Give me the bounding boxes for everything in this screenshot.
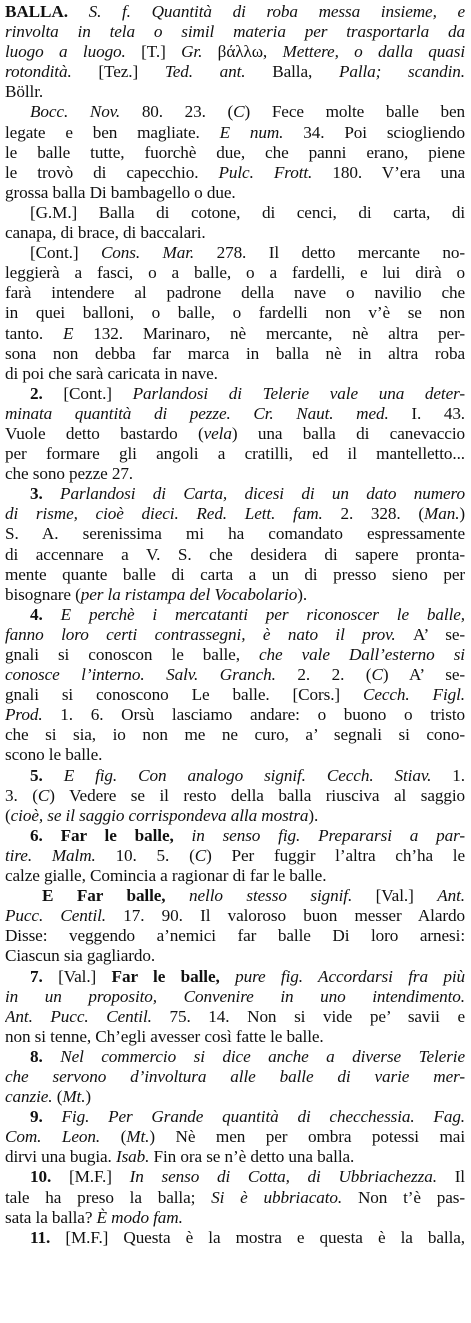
- entry-text: per formare gli angoli a cratilli, ed il mantelletto...: [5, 444, 465, 464]
- entry-line: [5, 1147, 465, 1167]
- entry-line: [5, 102, 465, 122]
- entry-italic-text: Prod.: [5, 705, 61, 725]
- entry-text: βάλλω,: [217, 42, 283, 62]
- entry-text: Il: [454, 1167, 465, 1187]
- entry-text: che si sia, io non me ne curo, a’ segnali si cono-: [5, 725, 465, 745]
- entry-italic-text: Si è ubbriacato.: [211, 1187, 358, 1207]
- entry-line: [5, 745, 465, 765]
- entry-line: [5, 524, 465, 544]
- entry-italic-text: per la ristampa del Vocabolario: [80, 584, 298, 604]
- entry-italic-text: Gr.: [181, 42, 218, 62]
- entry-italic-text: vela: [203, 423, 232, 443]
- entry-line: [5, 846, 465, 866]
- entry-text: Balla,: [272, 62, 339, 82]
- entry-italic-text: Bocc. Nov.: [30, 102, 142, 122]
- entry-text: 132. Marinaro, nè mercante, nè altra per-: [93, 323, 465, 343]
- entry-text: non si tenne, Ch’egli avesser così fatte le balle.: [5, 1026, 324, 1046]
- entry-text: che sono pezze 27.: [5, 464, 134, 484]
- entry-text: [T.]: [141, 42, 182, 62]
- entry-italic-text: C: [194, 845, 207, 865]
- entry-italic-text: Mettere, o dalla quasi: [282, 42, 465, 62]
- entry-text: grossa balla Di bambagello o due.: [5, 182, 236, 202]
- entry-text: 3. (: [5, 785, 38, 805]
- entry-text: 1.: [452, 765, 465, 785]
- entry-text: (: [120, 1127, 127, 1147]
- entry-italic-text: pure fig. Accordarsi fra più: [235, 966, 465, 986]
- entry-italic-text: di risme, cioè dieci. Red. Lett. fam.: [5, 504, 341, 524]
- entry-text: 2. 2. (: [297, 665, 372, 685]
- entry-text: 80. 23. (: [141, 102, 234, 122]
- entry-line: [5, 424, 465, 444]
- entry-italic-text: Cons. Mar.: [100, 243, 217, 263]
- entry-line: [5, 62, 465, 82]
- entry-heading-text: 2.: [30, 383, 64, 403]
- entry-text: di accennare a V. S. che desidera di sapere pronta-: [5, 544, 465, 564]
- entry-line: [5, 183, 465, 203]
- entry-text: ): [459, 504, 465, 524]
- entry-italic-text: fanno loro certi contrassegni, è nato il prov.: [5, 624, 414, 644]
- entry-italic-text: cioè, se il saggio corrispondeva alla mostra: [10, 805, 309, 825]
- entry-line: [5, 464, 465, 484]
- entry-line: [5, 1228, 465, 1248]
- entry-italic-text: nello stesso signif.: [189, 886, 376, 906]
- entry-italic-text: Com. Leon.: [5, 1127, 121, 1147]
- entry-text: farà intendere al padrone della nave o navilio che: [5, 283, 465, 303]
- entry-text: 10. 5. (: [115, 845, 195, 865]
- entry-italic-text: in senso fig. Prepararsi a par-: [191, 825, 465, 845]
- entry-text: A’ se-: [413, 624, 465, 644]
- entry-text: 75. 14. Non si vide pe’ savii e: [169, 1006, 465, 1026]
- entry-italic-text: Ant.: [437, 886, 465, 906]
- entry-italic-text: E fig. Con analogo signif. Cecch. Stiav.: [63, 765, 453, 785]
- entry-line: [5, 1107, 465, 1127]
- entry-text: sata la balla?: [5, 1207, 97, 1227]
- entry-italic-text: luogo a luogo.: [5, 42, 142, 62]
- entry-italic-text: È modo fam.: [96, 1207, 183, 1227]
- entry-italic-text: E perchè i mercatanti per riconoscer le balle,: [60, 604, 465, 624]
- entry-heading-text: Far le balle,: [111, 966, 236, 986]
- entry-text: leggierà a fasci, o a balle, o a fardelli, e lui dirà o: [5, 263, 465, 283]
- entry-text: 1. 6. Orsù lasciamo andare: o buono o tristo: [60, 705, 465, 725]
- entry-text: gnali si conoscono Le balle. [Cors.]: [5, 685, 363, 705]
- entry-heading-text: 4.: [30, 604, 61, 624]
- entry-text: le trovò di capecchio.: [5, 162, 219, 182]
- entry-line: [5, 545, 465, 565]
- entry-text: Disse: veggendo a’nemici far balle Di loro arnesi:: [5, 926, 465, 946]
- entry-text: Ciascun sia gagliardo.: [5, 946, 156, 966]
- entry-line: [5, 364, 465, 384]
- entry-italic-text: Palla; scandin.: [338, 62, 465, 82]
- entry-text: ).: [308, 805, 319, 825]
- entry-italic-text: Pulc. Frott.: [218, 162, 333, 182]
- entry-line: [5, 303, 465, 323]
- entry-italic-text: rinvolta in tela o simil materia per trasportarla da: [5, 22, 465, 42]
- entry-line: [5, 826, 465, 846]
- entry-line: [5, 806, 465, 826]
- entry-text: Böllr.: [5, 82, 44, 102]
- entry-line: [5, 1127, 465, 1147]
- entry-text: sona non debba far marca in balla nè in altra roba: [5, 343, 465, 363]
- entry-italic-text: conosce l’interno. Salv. Granch.: [5, 665, 298, 685]
- entry-text: [Cont.]: [63, 383, 133, 403]
- entry-text: ) Vedere se il resto della balla riusciva al saggio: [49, 785, 465, 805]
- entry-italic-text: C: [233, 102, 245, 122]
- entry-text: [M.F.] Questa è la mostra e questa è la balla,: [65, 1227, 465, 1247]
- entry-text: canapa, di brace, di baccalari.: [5, 223, 206, 243]
- entry-text: [G.M.] Balla di cotone, di cenci, di carta, di: [30, 202, 465, 222]
- entry-italic-text: E: [62, 323, 94, 343]
- entry-heading-text: 10.: [30, 1167, 69, 1187]
- entry-text: 17. 90. Il valoroso buon messer Alardo: [123, 906, 465, 926]
- entry-text: ) Fece molte balle ben: [244, 102, 465, 122]
- entry-line: [5, 22, 465, 42]
- entry-text: 278. Il detto mercante no-: [216, 243, 465, 263]
- entry-line: [5, 263, 465, 283]
- entry-text: bisognare (: [5, 584, 81, 604]
- entry-italic-text: Isab.: [115, 1147, 154, 1167]
- entry-line: [5, 645, 465, 665]
- entry-text: [Val.]: [375, 886, 438, 906]
- entry-italic-text: rotondità.: [5, 62, 99, 82]
- entry-heading-text: 8.: [30, 1046, 61, 1066]
- entry-italic-text: Man.: [423, 504, 460, 524]
- entry-line: [5, 163, 465, 183]
- entry-text: [Cont.]: [30, 243, 101, 263]
- entry-line: [5, 143, 465, 163]
- entry-text: (: [5, 805, 11, 825]
- entry-text: calze gialle, Comincia a ragionar di far le balle.: [5, 866, 327, 886]
- entry-text: ) una balla di canevaccio: [231, 423, 465, 443]
- entry-italic-text: minata quantità di pezze. Cr. Naut. med.: [5, 403, 412, 423]
- entry-line: [5, 42, 465, 62]
- entry-text: 180. V’era una: [332, 162, 465, 182]
- entry-text: ) Per fuggir l’altra ch’ha le: [206, 845, 465, 865]
- entry-line: [5, 926, 465, 946]
- entry-text: tale ha preso la balla;: [5, 1187, 212, 1207]
- entry-italic-text: tire. Malm.: [5, 845, 116, 865]
- entry-line: [5, 2, 465, 22]
- entry-text: I. 43.: [411, 403, 465, 423]
- entry-heading-text: 11.: [30, 1227, 66, 1247]
- entry-italic-text: Cecch. Figl.: [362, 685, 465, 705]
- entry-text: ).: [297, 584, 308, 604]
- entry-text: [M.F.]: [68, 1167, 130, 1187]
- entry-italic-text: che vale Dall’esterno si: [259, 645, 465, 664]
- entry-line: [5, 987, 465, 1007]
- entry-line: [5, 1027, 465, 1047]
- entry-line: [5, 946, 465, 966]
- entry-line: [5, 444, 465, 464]
- entry-line: [5, 1087, 465, 1107]
- entry-text: dirvi una bugia.: [5, 1147, 116, 1167]
- entry-line: [5, 404, 465, 424]
- entry-italic-text: Ant. Pucc. Centil.: [5, 1006, 170, 1026]
- entry-line: [5, 1208, 465, 1228]
- entry-line: [5, 1007, 465, 1027]
- entry-line: [5, 866, 465, 886]
- entry-italic-text: in un proposito, Convenire in uno intendimento.: [5, 986, 465, 1006]
- entry-text: ): [85, 1087, 92, 1107]
- entry-text: 34. Poi sciogliendo: [303, 122, 465, 142]
- entry-line: [5, 324, 465, 344]
- entry-italic-text: Nel commercio si dice anche a diverse Telerie: [60, 1046, 465, 1066]
- entry-text: in quei balloni, o balle, o fardelli non v’è se non: [5, 303, 465, 323]
- entry-line: [5, 886, 465, 906]
- entry-italic-text: C: [371, 665, 383, 685]
- entry-line: [5, 565, 465, 585]
- entry-text: tanto.: [5, 323, 63, 343]
- entry-text: [Val.]: [58, 966, 112, 986]
- entry-line: [5, 123, 465, 143]
- entry-heading-text: 7.: [30, 966, 59, 986]
- entry-line: [5, 705, 465, 725]
- entry-text: gnali si conoscon le balle,: [5, 645, 259, 664]
- entry-text: [Tez.]: [98, 62, 165, 82]
- entry-line: [5, 243, 465, 263]
- entry-text: 2. 328. (: [340, 504, 424, 524]
- entry-italic-text: Mt.: [126, 1127, 150, 1147]
- entry-text: scono le balle.: [5, 745, 103, 765]
- entry-text: (: [56, 1087, 63, 1107]
- entry-line: [5, 484, 465, 504]
- entry-line: [5, 725, 465, 745]
- entry-italic-text: E num.: [219, 122, 304, 142]
- entry-heading-text: E Far balle,: [42, 886, 190, 906]
- entry-text: Non t’è pas-: [357, 1187, 465, 1207]
- entry-italic-text: In senso di Cotta, di Ubbriachezza.: [129, 1167, 455, 1187]
- entry-line: [5, 786, 465, 806]
- entry-italic-text: Ted. ant.: [164, 62, 273, 82]
- entry-italic-text: Mt.: [62, 1087, 86, 1107]
- entry-line: [5, 223, 465, 243]
- entry-line: [5, 1188, 465, 1208]
- entry-text: Fin ora se n’è detto una balla.: [153, 1147, 355, 1167]
- entry-line: [5, 1047, 465, 1067]
- entry-line: [5, 344, 465, 364]
- entry-line: [5, 283, 465, 303]
- entry-italic-text: Fig. Per Grande quantità di checchessia. Fag.: [61, 1107, 465, 1127]
- entry-line: [5, 585, 465, 605]
- entry-italic-text: S. f. Quantità di roba messa insieme, e: [67, 2, 465, 21]
- entry-italic-text: Parlandosi di Carta, dicesi di un dato numero: [60, 484, 465, 504]
- entry-text: legate e ben magliate.: [5, 122, 220, 142]
- entry-line: [5, 665, 465, 685]
- entry-line: [5, 82, 465, 102]
- entry-text: ) A’ se-: [382, 665, 465, 685]
- entry-italic-text: Parlandosi di Telerie vale una deter-: [132, 383, 465, 403]
- entry-heading-text: 3.: [30, 484, 61, 504]
- entry-heading-text: 9.: [30, 1107, 62, 1127]
- entry-text: di poi che sarà caricata in nave.: [5, 363, 218, 383]
- entry-text: mente quante balle di carta a un di presso sieno per: [5, 564, 465, 584]
- entry-italic-text: che servono d’involtura alle balle di varie mer-: [5, 1066, 465, 1086]
- entry-text: ) Nè men per ombra potessi mai: [149, 1127, 465, 1147]
- entry-heading-text: 6. Far le balle,: [30, 825, 192, 845]
- entry-italic-text: C: [37, 785, 50, 805]
- entry-heading-text: BALLA.: [5, 2, 68, 21]
- entry-line: [5, 625, 465, 645]
- entry-line: [5, 967, 465, 987]
- entry-line: [5, 685, 465, 705]
- entry-italic-text: canzie.: [5, 1087, 57, 1107]
- entry-line: [5, 605, 465, 625]
- entry-line: [5, 1067, 465, 1087]
- entry-line: [5, 384, 465, 404]
- entry-line: [5, 1167, 465, 1187]
- entry-text: S. A. serenissima mi ha comandato espressamente: [5, 524, 465, 544]
- entry-text: le balle tutte, fuorchè due, che panni erano, piene: [5, 142, 465, 162]
- entry-heading-text: 5.: [30, 765, 64, 785]
- entry-text: Vuole detto bastardo (: [5, 423, 204, 443]
- entry-line: [5, 906, 465, 926]
- entry-line: [5, 504, 465, 524]
- entry-line: [5, 203, 465, 223]
- entry-line: [5, 766, 465, 786]
- dictionary-entry-balla: [5, 2, 465, 1248]
- entry-italic-text: Pucc. Centil.: [5, 906, 124, 926]
